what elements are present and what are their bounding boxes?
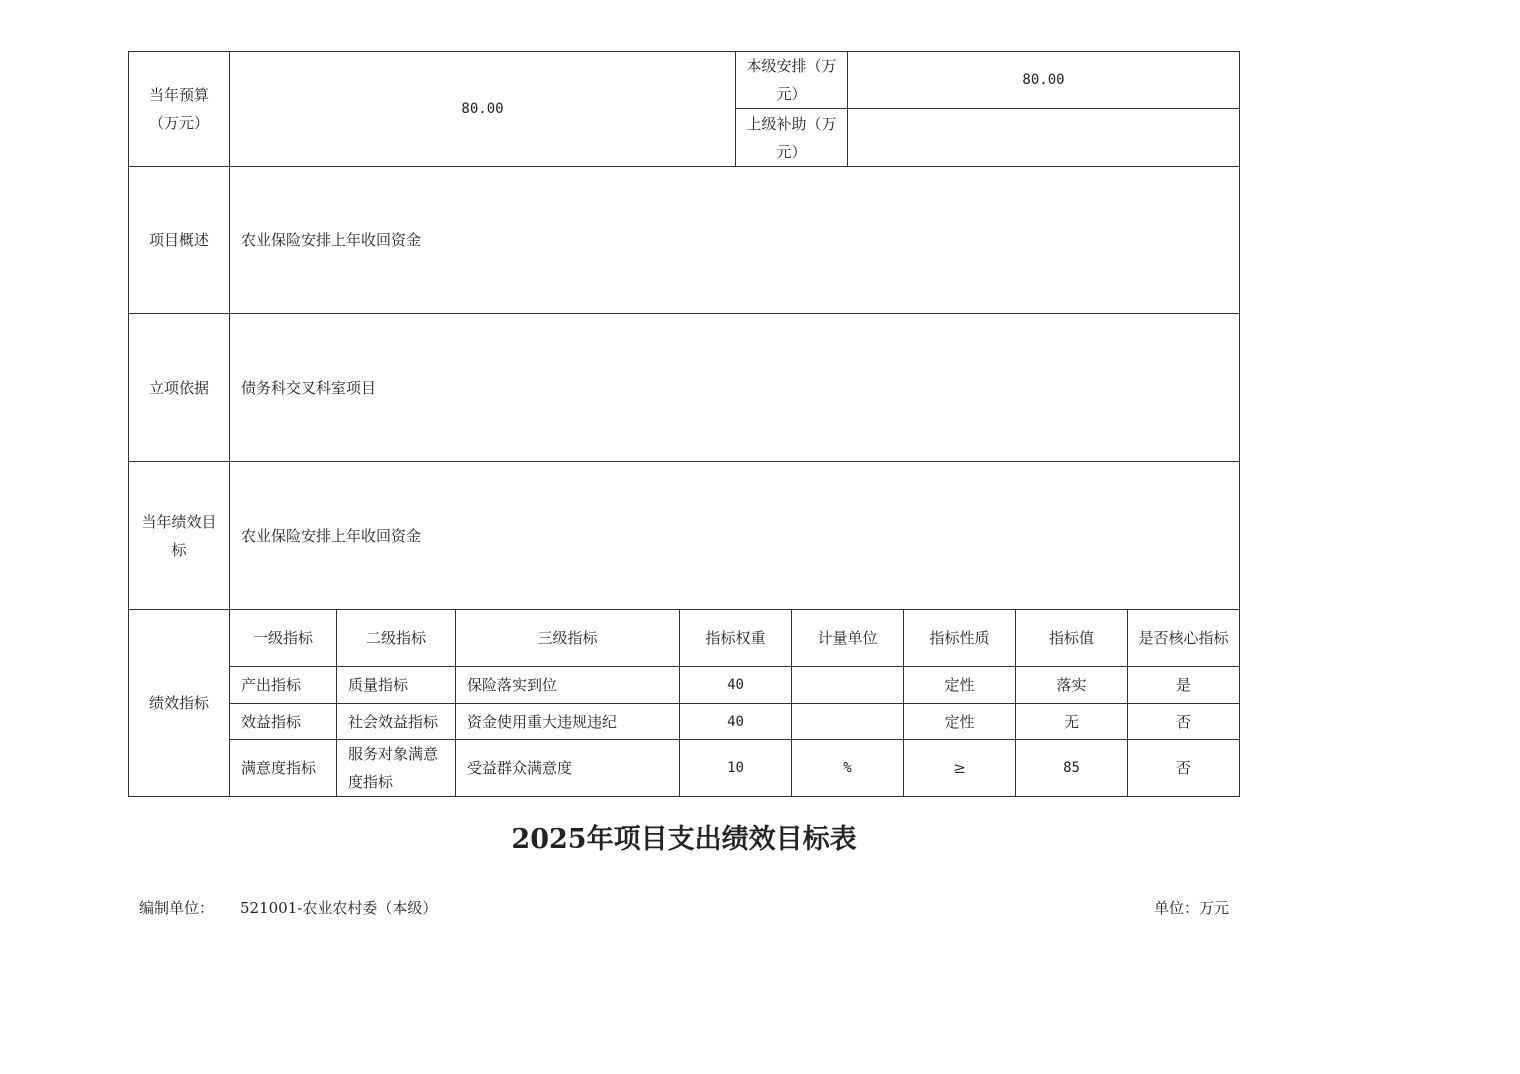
local-arrangement-number: 80.00 <box>1022 72 1065 88</box>
table-row-cell <box>680 667 791 703</box>
goal-text: 农业保险安排上年收回资金 <box>241 526 422 545</box>
table-row-cell <box>230 740 336 796</box>
table-row-cell <box>1128 704 1239 739</box>
basis-content <box>230 314 1239 461</box>
table-row-cell <box>1128 740 1239 796</box>
header-value: 指标值 <box>1048 629 1094 647</box>
indicator-header-cell <box>230 610 336 666</box>
table-row-cell <box>680 704 791 739</box>
row2-level1: 效益指标 <box>241 712 302 731</box>
local-arrangement-label <box>736 52 847 108</box>
indicator-header-cell <box>456 610 679 666</box>
row2-level3: 资金使用重大违规违纪 <box>467 712 618 731</box>
budget-label <box>129 52 229 166</box>
header-level1: 一级指标 <box>252 629 313 647</box>
table-row-cell <box>904 740 1015 796</box>
table-row-cell <box>337 667 455 703</box>
table-row-cell <box>904 704 1015 739</box>
goal-content <box>230 462 1239 609</box>
table-row-cell <box>792 704 903 739</box>
row3-level1: 满意度指标 <box>241 759 317 777</box>
overview-label <box>129 167 229 313</box>
indicator-header-cell <box>904 610 1015 666</box>
compiling-unit-value: 521001-农业农村委（本级） <box>240 899 438 917</box>
table-row-cell <box>792 667 903 703</box>
header-nature: 指标性质 <box>929 629 990 647</box>
table-row-cell <box>230 704 336 739</box>
row2-level2: 社会效益指标 <box>348 712 439 731</box>
table-row-cell <box>456 704 679 739</box>
indicator-header-cell <box>337 610 455 666</box>
row1-level2: 质量指标 <box>348 676 409 694</box>
table-row-cell <box>1016 704 1127 739</box>
budget-total <box>230 52 735 166</box>
budget-label-text: 当年预算（万元） <box>148 86 209 132</box>
basis-label-text: 立项依据 <box>148 378 209 397</box>
table-row-cell <box>680 740 791 796</box>
upper-subsidy-label <box>736 109 847 166</box>
table-row-cell <box>904 667 1015 703</box>
table-row-cell <box>1016 667 1127 703</box>
row2-core: 否 <box>1175 712 1191 731</box>
row1-nature: 定性 <box>944 676 975 694</box>
table-row-cell <box>456 740 679 796</box>
row1-level1: 产出指标 <box>241 676 302 694</box>
table-row-cell <box>230 667 336 703</box>
table-row-cell <box>792 740 903 796</box>
row1-core: 是 <box>1175 676 1191 694</box>
row1-level3: 保险落实到位 <box>467 676 558 694</box>
header-level3: 三级指标 <box>537 629 598 647</box>
upper-subsidy-text: 上级补助（万元） <box>746 114 837 161</box>
budget-total-value: 80.00 <box>461 101 504 117</box>
row2-nature: 定性 <box>944 712 975 731</box>
goal-label <box>129 462 229 609</box>
row1-value: 落实 <box>1056 676 1087 694</box>
row2-value: 无 <box>1063 712 1079 731</box>
table-row-cell <box>1128 667 1239 703</box>
local-arrangement-text: 本级安排（万元） <box>746 57 837 103</box>
table-row-cell <box>1016 740 1127 796</box>
goal-label-text: 当年绩效目标 <box>141 512 217 559</box>
table-row-cell <box>337 740 455 796</box>
header-level2: 二级指标 <box>365 629 426 647</box>
basis-label <box>129 314 229 461</box>
header-weight: 指标权重 <box>705 629 766 647</box>
table-row-cell <box>337 704 455 739</box>
row3-level2: 服务对象满意度指标 <box>348 745 439 791</box>
row3-weight: 10 <box>727 760 744 776</box>
row2-weight: 40 <box>727 713 744 730</box>
table-row-cell <box>456 667 679 703</box>
row3-unit: % <box>843 760 852 776</box>
indicators-label <box>129 610 229 796</box>
header-core: 是否核心指标 <box>1138 629 1229 647</box>
overview-content <box>230 167 1239 313</box>
row3-level3: 受益群众满意度 <box>467 759 573 777</box>
row3-nature: ≥ <box>953 759 966 777</box>
currency-unit: 单位：万元 <box>1153 899 1229 917</box>
basis-text: 债务科交叉科室项目 <box>241 378 377 397</box>
local-arrangement-value <box>848 52 1239 108</box>
overview-label-text: 项目概述 <box>148 231 209 249</box>
row3-value: 85 <box>1063 760 1080 776</box>
row3-core: 否 <box>1175 759 1191 777</box>
page-title: 2025年项目支出绩效目标表 <box>511 824 857 855</box>
overview-text: 农业保险安排上年收回资金 <box>241 231 422 249</box>
indicator-header-cell <box>1016 610 1127 666</box>
indicator-header-cell <box>1128 610 1239 666</box>
indicator-header-cell <box>792 610 903 666</box>
indicators-label-text: 绩效指标 <box>148 694 209 712</box>
compiling-unit-label: 编制单位： <box>139 899 215 917</box>
header-unit: 计量单位 <box>817 629 878 647</box>
indicator-header-cell <box>680 610 791 666</box>
row1-weight: 40 <box>727 677 744 693</box>
upper-subsidy-value <box>848 109 1239 166</box>
